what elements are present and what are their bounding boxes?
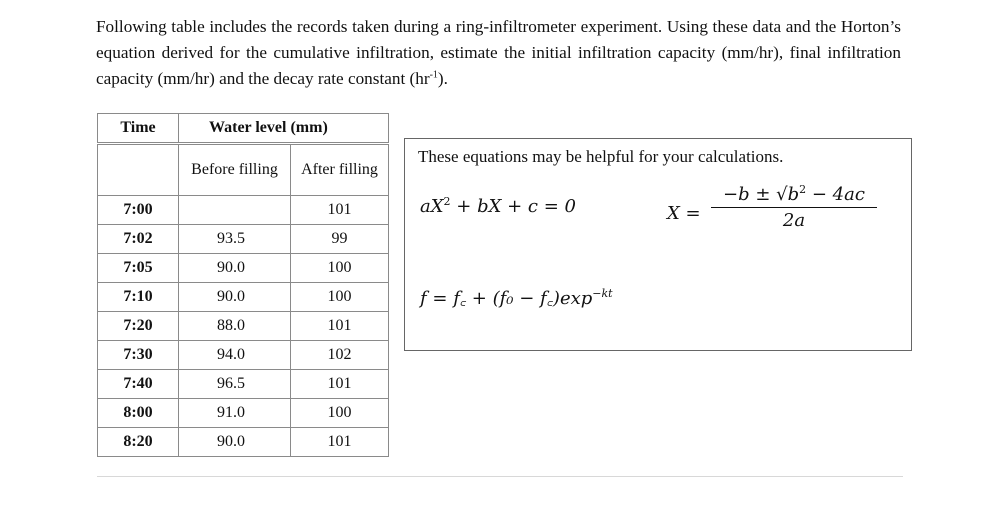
problem-superscript: -1 [429, 69, 438, 81]
after-cell: 101 [291, 428, 389, 457]
after-cell: 101 [291, 370, 389, 399]
after-cell: 99 [291, 225, 389, 254]
table-row [98, 225, 389, 254]
time-cell: 7:30 [98, 341, 179, 370]
before-cell: 96.5 [179, 370, 291, 399]
before-cell: 93.5 [179, 225, 291, 254]
header-row [98, 114, 389, 144]
before-cell: 88.0 [179, 312, 291, 341]
numerator-part-a: −b ± √b [723, 184, 800, 205]
quad-exponent: 2 [443, 195, 451, 208]
subheader-before: Before filling [179, 144, 291, 196]
equations-title: These equations may be helpful for your calculations. [418, 147, 784, 166]
before-cell: 94.0 [179, 341, 291, 370]
subheader-row [98, 144, 389, 196]
after-cell: 100 [291, 283, 389, 312]
horton-body: f = f꜀ + (f₀ − f꜀)exp [420, 288, 593, 309]
after-cell: 101 [291, 196, 389, 225]
table-row [98, 254, 389, 283]
table-row [98, 283, 389, 312]
numerator-exponent: 2 [799, 183, 807, 196]
time-cell: 7:02 [98, 225, 179, 254]
after-cell: 101 [291, 312, 389, 341]
col-water-level-header: Water level (mm) [179, 114, 389, 144]
before-cell: 90.0 [179, 428, 291, 457]
fraction-numerator [711, 183, 877, 208]
quadratic-formula-fraction [711, 183, 877, 231]
time-cell: 7:40 [98, 370, 179, 399]
table-row [98, 399, 389, 428]
subheader-empty-cell [98, 144, 179, 196]
before-cell [179, 196, 291, 225]
bottom-divider [97, 476, 903, 477]
time-cell: 7:05 [98, 254, 179, 283]
horton-equation [420, 286, 613, 310]
subheader-after: After filling [291, 144, 389, 196]
time-cell: 7:10 [98, 283, 179, 312]
before-cell: 90.0 [179, 254, 291, 283]
problem-text-end: ). [437, 69, 448, 88]
quadratic-equation [420, 195, 576, 217]
before-cell: 90.0 [179, 283, 291, 312]
records-table [97, 113, 389, 457]
table-row [98, 196, 389, 225]
before-cell: 91.0 [179, 399, 291, 428]
equations-box [404, 138, 912, 351]
table-row [98, 312, 389, 341]
time-cell: 8:20 [98, 428, 179, 457]
table-row [98, 341, 389, 370]
quad-term-a: aX [420, 196, 444, 217]
time-cell: 7:20 [98, 312, 179, 341]
problem-text: Following table includes the records taken during a ring-infiltrometer experiment. Using these data and the Horton’s equation derived for the cumulative infiltration, estimate the initial infiltration capacity (mm/hr), final infiltration capacity (mm/hr) and the decay rate constant (hr [96, 17, 901, 88]
problem-statement [96, 14, 901, 92]
table-row [98, 370, 389, 399]
table-row [98, 428, 389, 457]
after-cell: 100 [291, 399, 389, 428]
fraction-denominator: 2a [782, 210, 806, 231]
quad-term-rest: + bX + c = 0 [450, 196, 576, 217]
after-cell: 102 [291, 341, 389, 370]
col-time-header: Time [98, 114, 179, 144]
after-cell: 100 [291, 254, 389, 283]
time-cell: 7:00 [98, 196, 179, 225]
horton-exponent: −kt [592, 287, 613, 300]
time-cell: 8:00 [98, 399, 179, 428]
quadratic-formula-lhs: X = [667, 203, 701, 224]
numerator-part-b: − 4ac [806, 184, 865, 205]
